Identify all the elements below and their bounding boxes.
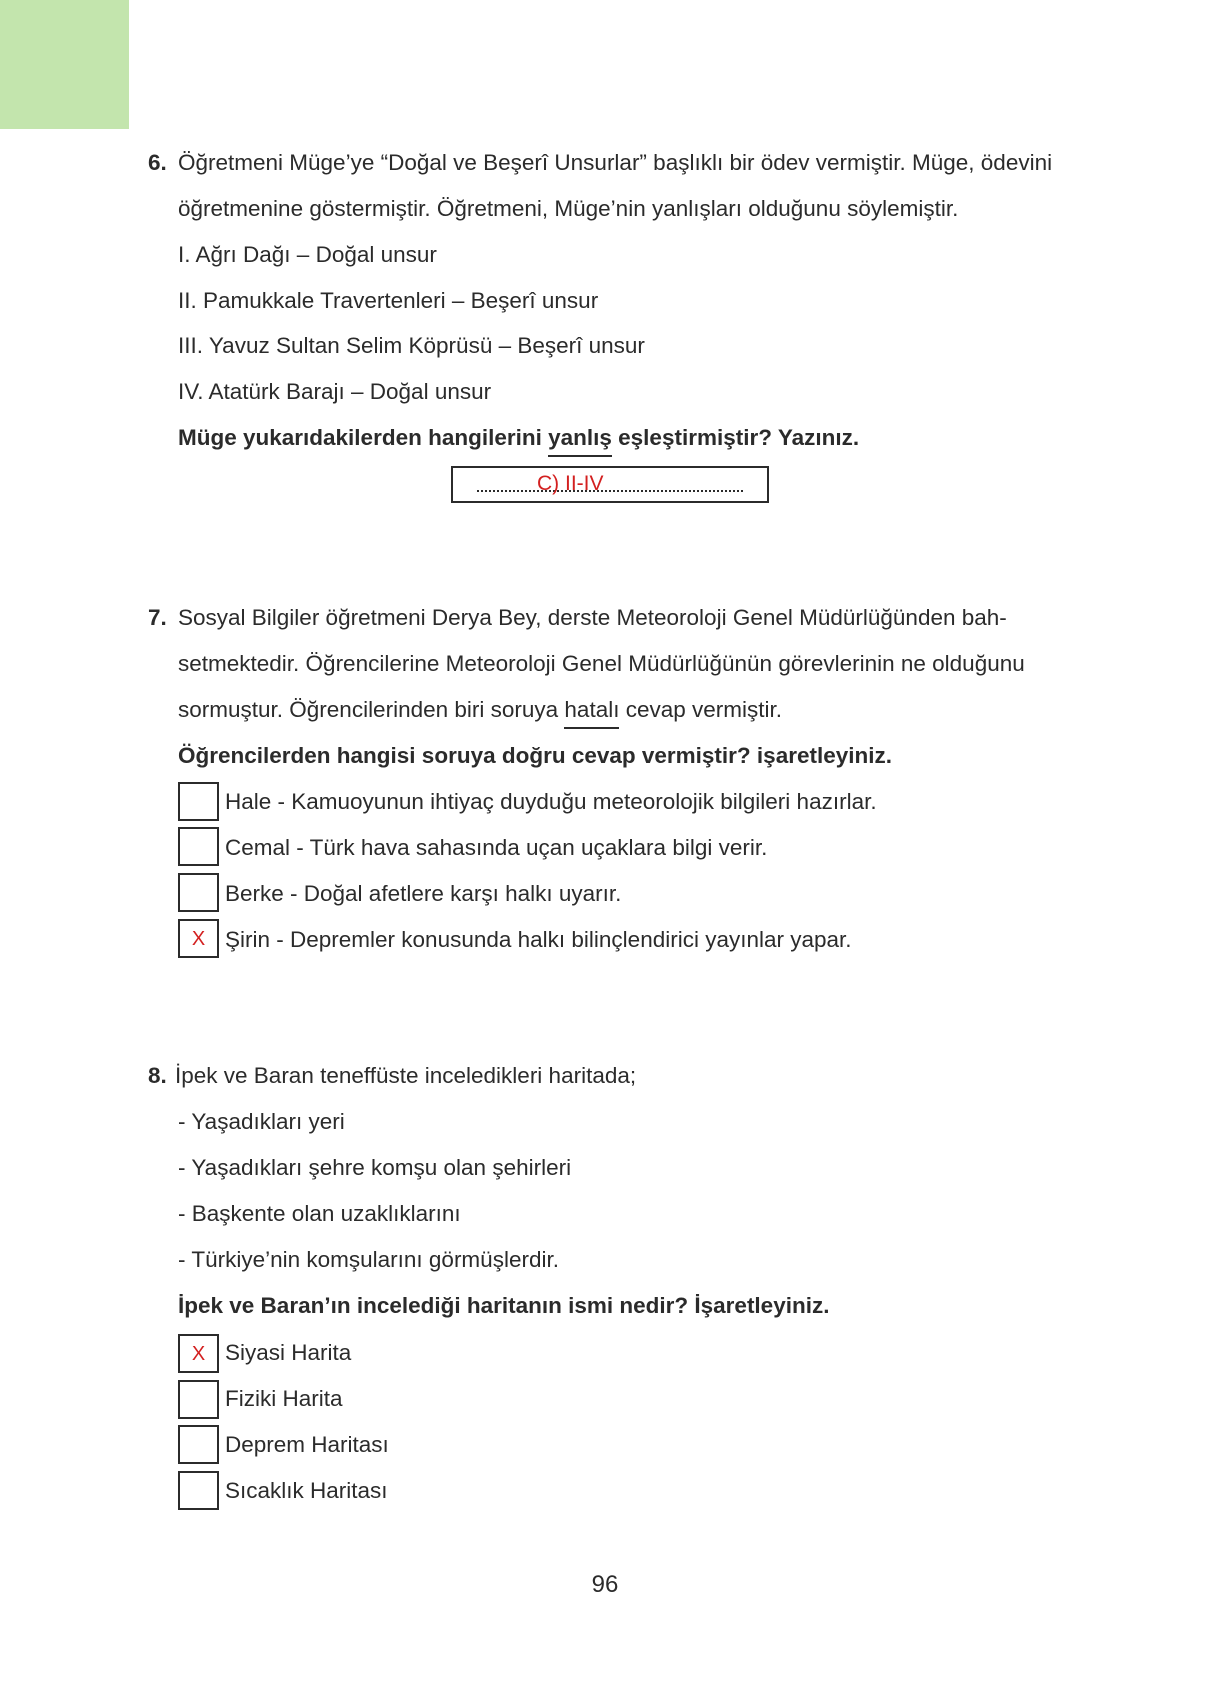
q8-option-4-checkbox[interactable] — [178, 1471, 219, 1510]
q6-item-3: III. Yavuz Sultan Selim Köprüsü – Beşerî unsur — [178, 333, 645, 358]
q7-option-4-label: Şirin - Depremler konusunda halkı bilinçlendirici yayınlar yapar. — [225, 927, 852, 952]
q7-option-3-checkbox[interactable] — [178, 873, 219, 912]
q7-line3-underlined: hatalı — [564, 695, 619, 725]
q8-option-1-checkbox[interactable]: X — [178, 1334, 219, 1373]
q8-option-2-checkbox[interactable] — [178, 1380, 219, 1419]
q7-number: 7. — [148, 605, 167, 630]
q8-option-3-label: Deprem Haritası — [225, 1432, 389, 1457]
q6-prompt-underlined: yanlış — [548, 423, 612, 453]
q7-option-2-checkbox[interactable] — [178, 827, 219, 866]
q7-option-4-checkbox[interactable]: X — [178, 919, 219, 958]
q7-option-3-label: Berke - Doğal afetlere karşı halkı uyarır. — [225, 881, 622, 906]
q8-item-4: - Türkiye’nin komşularını görmüşlerdir. — [178, 1247, 559, 1272]
q6-number: 6. — [148, 150, 167, 175]
q7-line3-after: cevap vermiştir. — [619, 697, 783, 722]
q8-item-2: - Yaşadıkları şehre komşu olan şehirleri — [178, 1155, 572, 1180]
q6-answer-dotted-line — [477, 490, 743, 492]
q6-item-1: I. Ağrı Dağı – Doğal unsur — [178, 242, 437, 267]
q7-option-2-label: Cemal - Türk hava sahasında uçan uçaklara bilgi verir. — [225, 835, 768, 860]
q8-item-3: - Başkente olan uzaklıklarını — [178, 1201, 461, 1226]
q8-number: 8. — [148, 1063, 167, 1088]
q7-option-1-label: Hale - Kamuoyunun ihtiyaç duyduğu meteorolojik bilgileri hazırlar. — [225, 789, 877, 814]
q8-item-1: - Yaşadıkları yeri — [178, 1109, 345, 1134]
q6-prompt-after: eşleştirmiştir? Yazınız. — [611, 425, 860, 450]
q7-text-line1: Sosyal Bilgiler öğretmeni Derya Bey, derste Meteoroloji Genel Müdürlüğünden bah- — [178, 605, 1007, 630]
q7-prompt: Öğrencilerden hangisi soruya doğru cevap vermiştir? işaretleyiniz. — [178, 743, 892, 768]
q7-option-1-checkbox[interactable] — [178, 782, 219, 821]
q8-prompt: İpek ve Baran’ın incelediği haritanın ismi nedir? İşaretleyiniz. — [178, 1293, 830, 1318]
q8-option-3-checkbox[interactable] — [178, 1425, 219, 1464]
q6-text-line2: öğretmenine göstermiştir. Öğretmeni, Müge’nin yanlışları olduğunu söylemiştir. — [178, 196, 959, 221]
q8-option-1-label: Siyasi Harita — [225, 1340, 352, 1365]
q6-prompt — [178, 423, 859, 453]
page-number: 96 — [591, 1571, 619, 1598]
q8-option-4-label: Sıcaklık Haritası — [225, 1478, 388, 1503]
corner-color-block — [0, 0, 129, 129]
q6-item-2: II. Pamukkale Travertenleri – Beşerî unsur — [178, 288, 599, 313]
q8-text-line1: İpek ve Baran teneffüste inceledikleri haritada; — [175, 1063, 637, 1088]
q6-answer-box[interactable] — [451, 466, 769, 503]
q8-option-2-label: Fiziki Harita — [225, 1386, 343, 1411]
q7-text-line3 — [178, 695, 782, 725]
q6-item-4: IV. Atatürk Barajı – Doğal unsur — [178, 379, 492, 404]
q6-answer-text: C) II-IV — [537, 472, 604, 495]
q6-text-line1: Öğretmeni Müge’ye “Doğal ve Beşerî Unsurlar” başlıklı bir ödev vermiştir. Müge, ödevini — [178, 150, 1053, 175]
q7-text-line2: setmektedir. Öğrencilerine Meteoroloji Genel Müdürlüğünün görevlerinin ne olduğunu — [178, 651, 1025, 676]
q7-line3-before: sormuştur. Öğrencilerinden biri soruya — [178, 697, 565, 722]
q6-prompt-before: Müge yukarıdakilerden hangilerini — [178, 425, 549, 450]
